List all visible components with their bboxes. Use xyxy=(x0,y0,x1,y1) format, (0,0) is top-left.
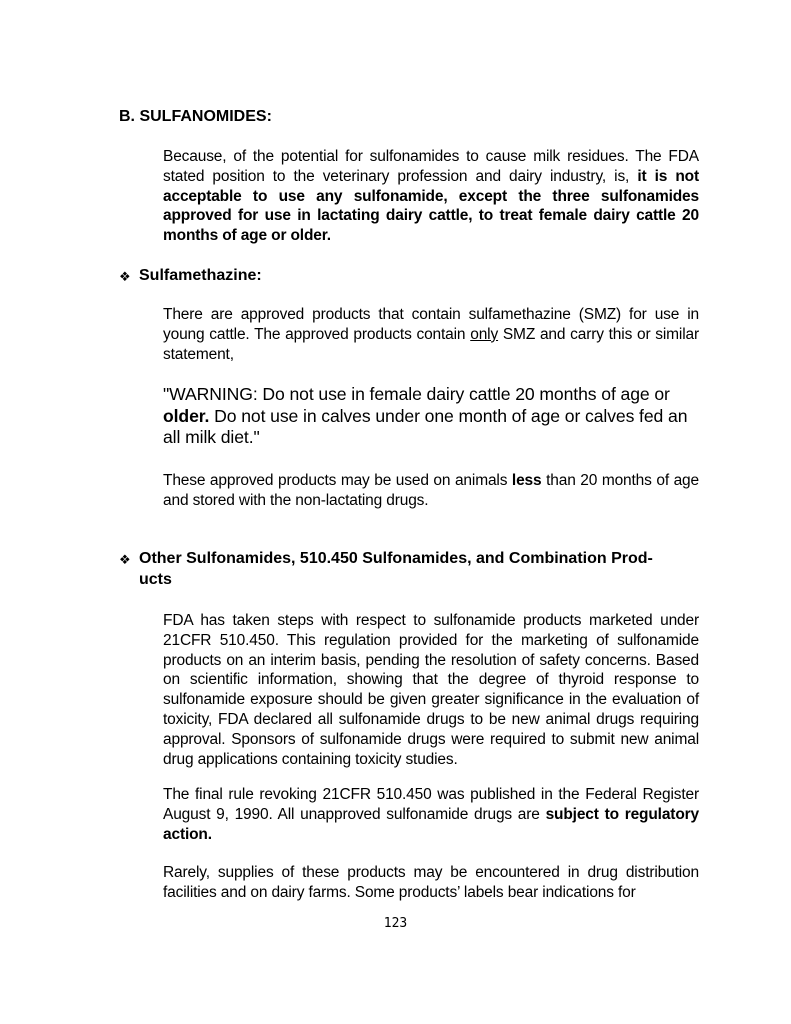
other-heading-line-1: Other Sulfonamides, 510.450 Sulfonamides, and Combination Prod- xyxy=(139,550,653,567)
intro-text: Because, of the potential for sulfonamides to cause milk residues. The FDA stated position to the veterinary profession and dairy industry, is, xyxy=(163,148,699,185)
intro-paragraph xyxy=(163,147,699,246)
warning-text-a: "WARNING: Do not use in female dairy cattle 20 months of age or xyxy=(163,384,670,404)
other-sulfonamides-heading xyxy=(119,548,699,592)
other-paragraph-3: Rarely, supplies of these products may be encountered in drug distribution facilities and on dairy farms. Some products’ labels bear indications for xyxy=(163,864,699,901)
smz-p1-text-a: There are approved products that contain sulfamethazine (SMZ) for use in young cattle. The approved products contain xyxy=(163,306,699,343)
diamond-bullet-icon: ❖ xyxy=(119,552,131,567)
intro-bold-text: it is not acceptable to use any sulfonamide, except the three sulfonamides approved for use in lactating dairy cattle, to treat female dairy cattle 20 months of age or older. xyxy=(163,167,699,245)
sulfamethazine-paragraph-1 xyxy=(163,305,699,364)
less-bold: less xyxy=(511,472,542,489)
warning-quote xyxy=(163,384,699,449)
page-number: 123 xyxy=(383,916,408,931)
smz-p1-text-b: SMZ and carry this or similar statement, xyxy=(163,325,699,363)
sulfamethazine-heading-text: Sulfamethazine: xyxy=(139,267,262,284)
section-heading: B. SULFANOMIDES: xyxy=(119,108,272,125)
other-heading-line-2: ucts xyxy=(139,571,172,588)
subject-to-action-bold: subject to regulatory action. xyxy=(163,805,699,843)
only-underlined: only xyxy=(470,325,499,343)
warning-bold-text: older. xyxy=(163,405,210,426)
warning-text-b: Do not use in calves under one month of age or calves fed an all milk diet." xyxy=(163,405,688,447)
other-paragraph-1: FDA has taken steps with respect to sulfonamide products marketed under 21CFR 510.450. This regulation provided for the marketing of sulfonamide products on an interim basis, pending the resolution of safety concerns. Based on scientific information, showing that the degree of thyroid response to sulfonamide exposure should be given greater significance in the evaluation of toxicity, FDA declared all sulfonamide drugs to be new animal drugs requiring approval. Sponsors of sulfonamide drugs were required to submit new animal drug applications containing toxicity studies. xyxy=(163,612,699,768)
smz-p2-text-b: than 20 months of age and stored with the non-lactating drugs. xyxy=(163,472,699,509)
diamond-bullet-icon: ❖ xyxy=(119,269,131,284)
sulfamethazine-paragraph-2 xyxy=(163,471,699,511)
other-p2-text: The final rule revoking 21CFR 510.450 was published in the Federal Register August 9, 1990. All unapproved sulfonamide drugs are xyxy=(163,786,699,823)
smz-p2-text-a: These approved products may be used on animals xyxy=(163,472,512,489)
other-paragraph-2 xyxy=(163,785,699,844)
